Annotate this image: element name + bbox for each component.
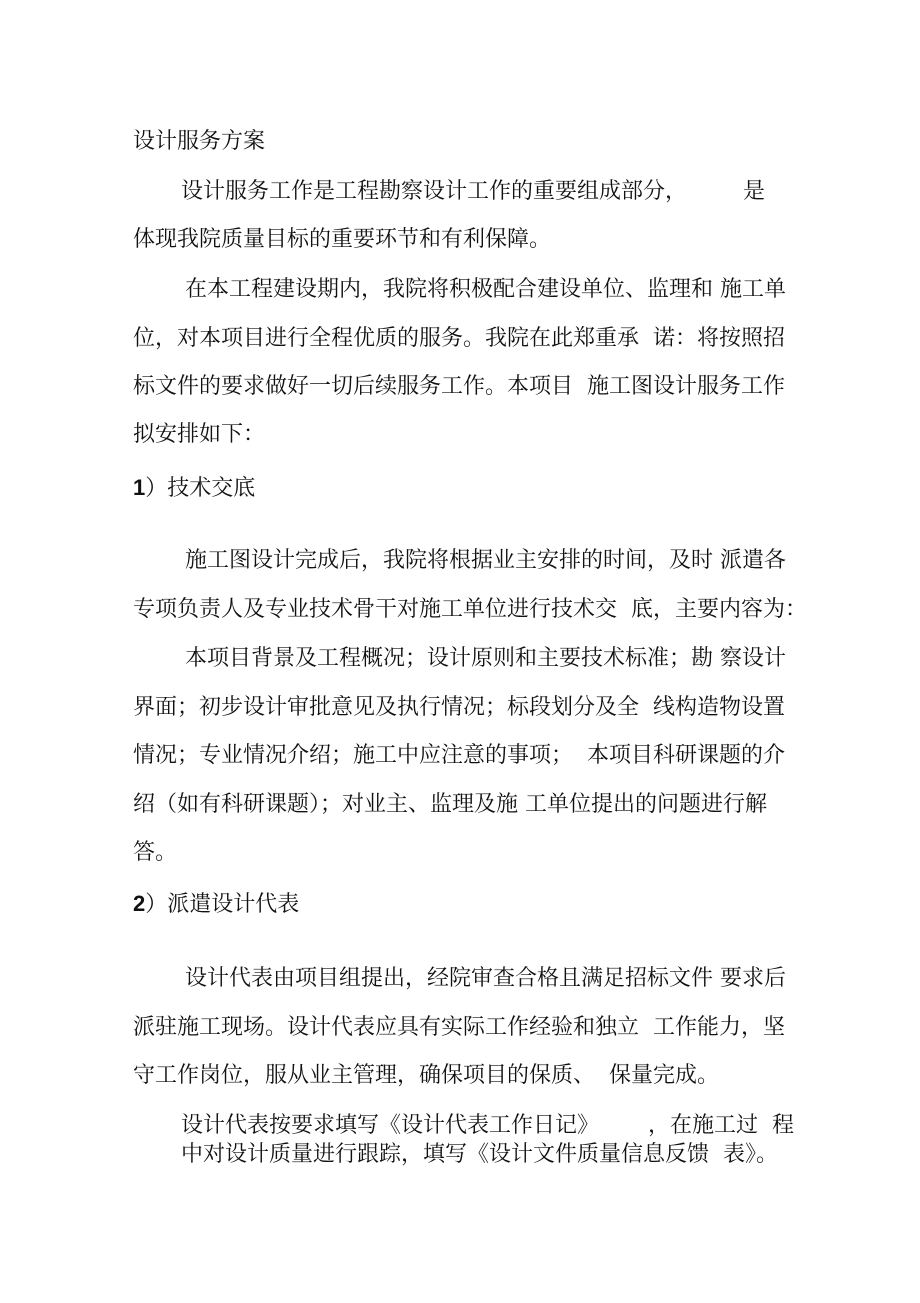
paragraph-line: 中对设计质量进行跟踪，填写《设计文件质量信息反馈 表》。 — [181, 1142, 778, 1167]
document-title: 设计服务方案 — [133, 129, 266, 154]
paragraph-line: 在本工程建设期内，我院将积极配合建设单位、监理和 施工单 — [185, 277, 786, 302]
paragraph-line: 设计代表按要求填写《设计代表工作日记》 ，在施工过 程 — [181, 1113, 794, 1138]
section-number: 2 — [133, 891, 146, 916]
section-heading-text: ）派遣设计代表 — [145, 892, 300, 917]
paragraph-line: 施工图设计完成后，我院将根据业主安排的时间，及时 派遣各 — [185, 548, 786, 573]
section-heading-text: ）技术交底 — [145, 476, 256, 501]
paragraph-line: 设计服务工作是工程勘察设计工作的重要组成部分， 是 — [181, 179, 765, 204]
paragraph-line: 专项负责人及专业技术骨干对施工单位进行技术交 底，主要内容为： — [133, 597, 807, 622]
paragraph-line: 标文件的要求做好一切后续服务工作。本项目 施工图设计服务工作 — [133, 374, 785, 399]
paragraph-line: 界面；初步设计审批意见及执行情况；标段划分及全 线构造物设置 — [133, 695, 785, 720]
paragraph-line: 拟安排如下： — [133, 422, 266, 447]
paragraph-line: 守工作岗位，服从业主管理，确保项目的保质、 保量完成。 — [133, 1063, 719, 1088]
section-heading — [133, 474, 255, 503]
section-heading — [133, 890, 299, 919]
paragraph-line: 派驻施工现场。设计代表应具有实际工作经验和独立 工作能力，坚 — [133, 1015, 785, 1040]
paragraph-line: 体现我院质量目标的重要环节和有利保障。 — [133, 227, 552, 252]
paragraph-line: 情况；专业情况介绍；施工中应注意的事项； 本项目科研课题的介 — [133, 743, 785, 768]
paragraph-line: 答。 — [133, 840, 178, 865]
paragraph-line: 本项目背景及工程概况；设计原则和主要技术标准；勘 察设计 — [185, 646, 786, 671]
paragraph-line: 设计代表由项目组提出，经院审查合格且满足招标文件 要求后 — [185, 966, 786, 991]
paragraph-line: 绍（如有科研课题）；对业主、监理及施 工单位提出的问题进行解 — [133, 792, 767, 817]
paragraph-line: 位，对本项目进行全程优质的服务。我院在此郑重承 诺：将按照招 — [133, 326, 785, 351]
section-number: 1 — [133, 475, 146, 500]
